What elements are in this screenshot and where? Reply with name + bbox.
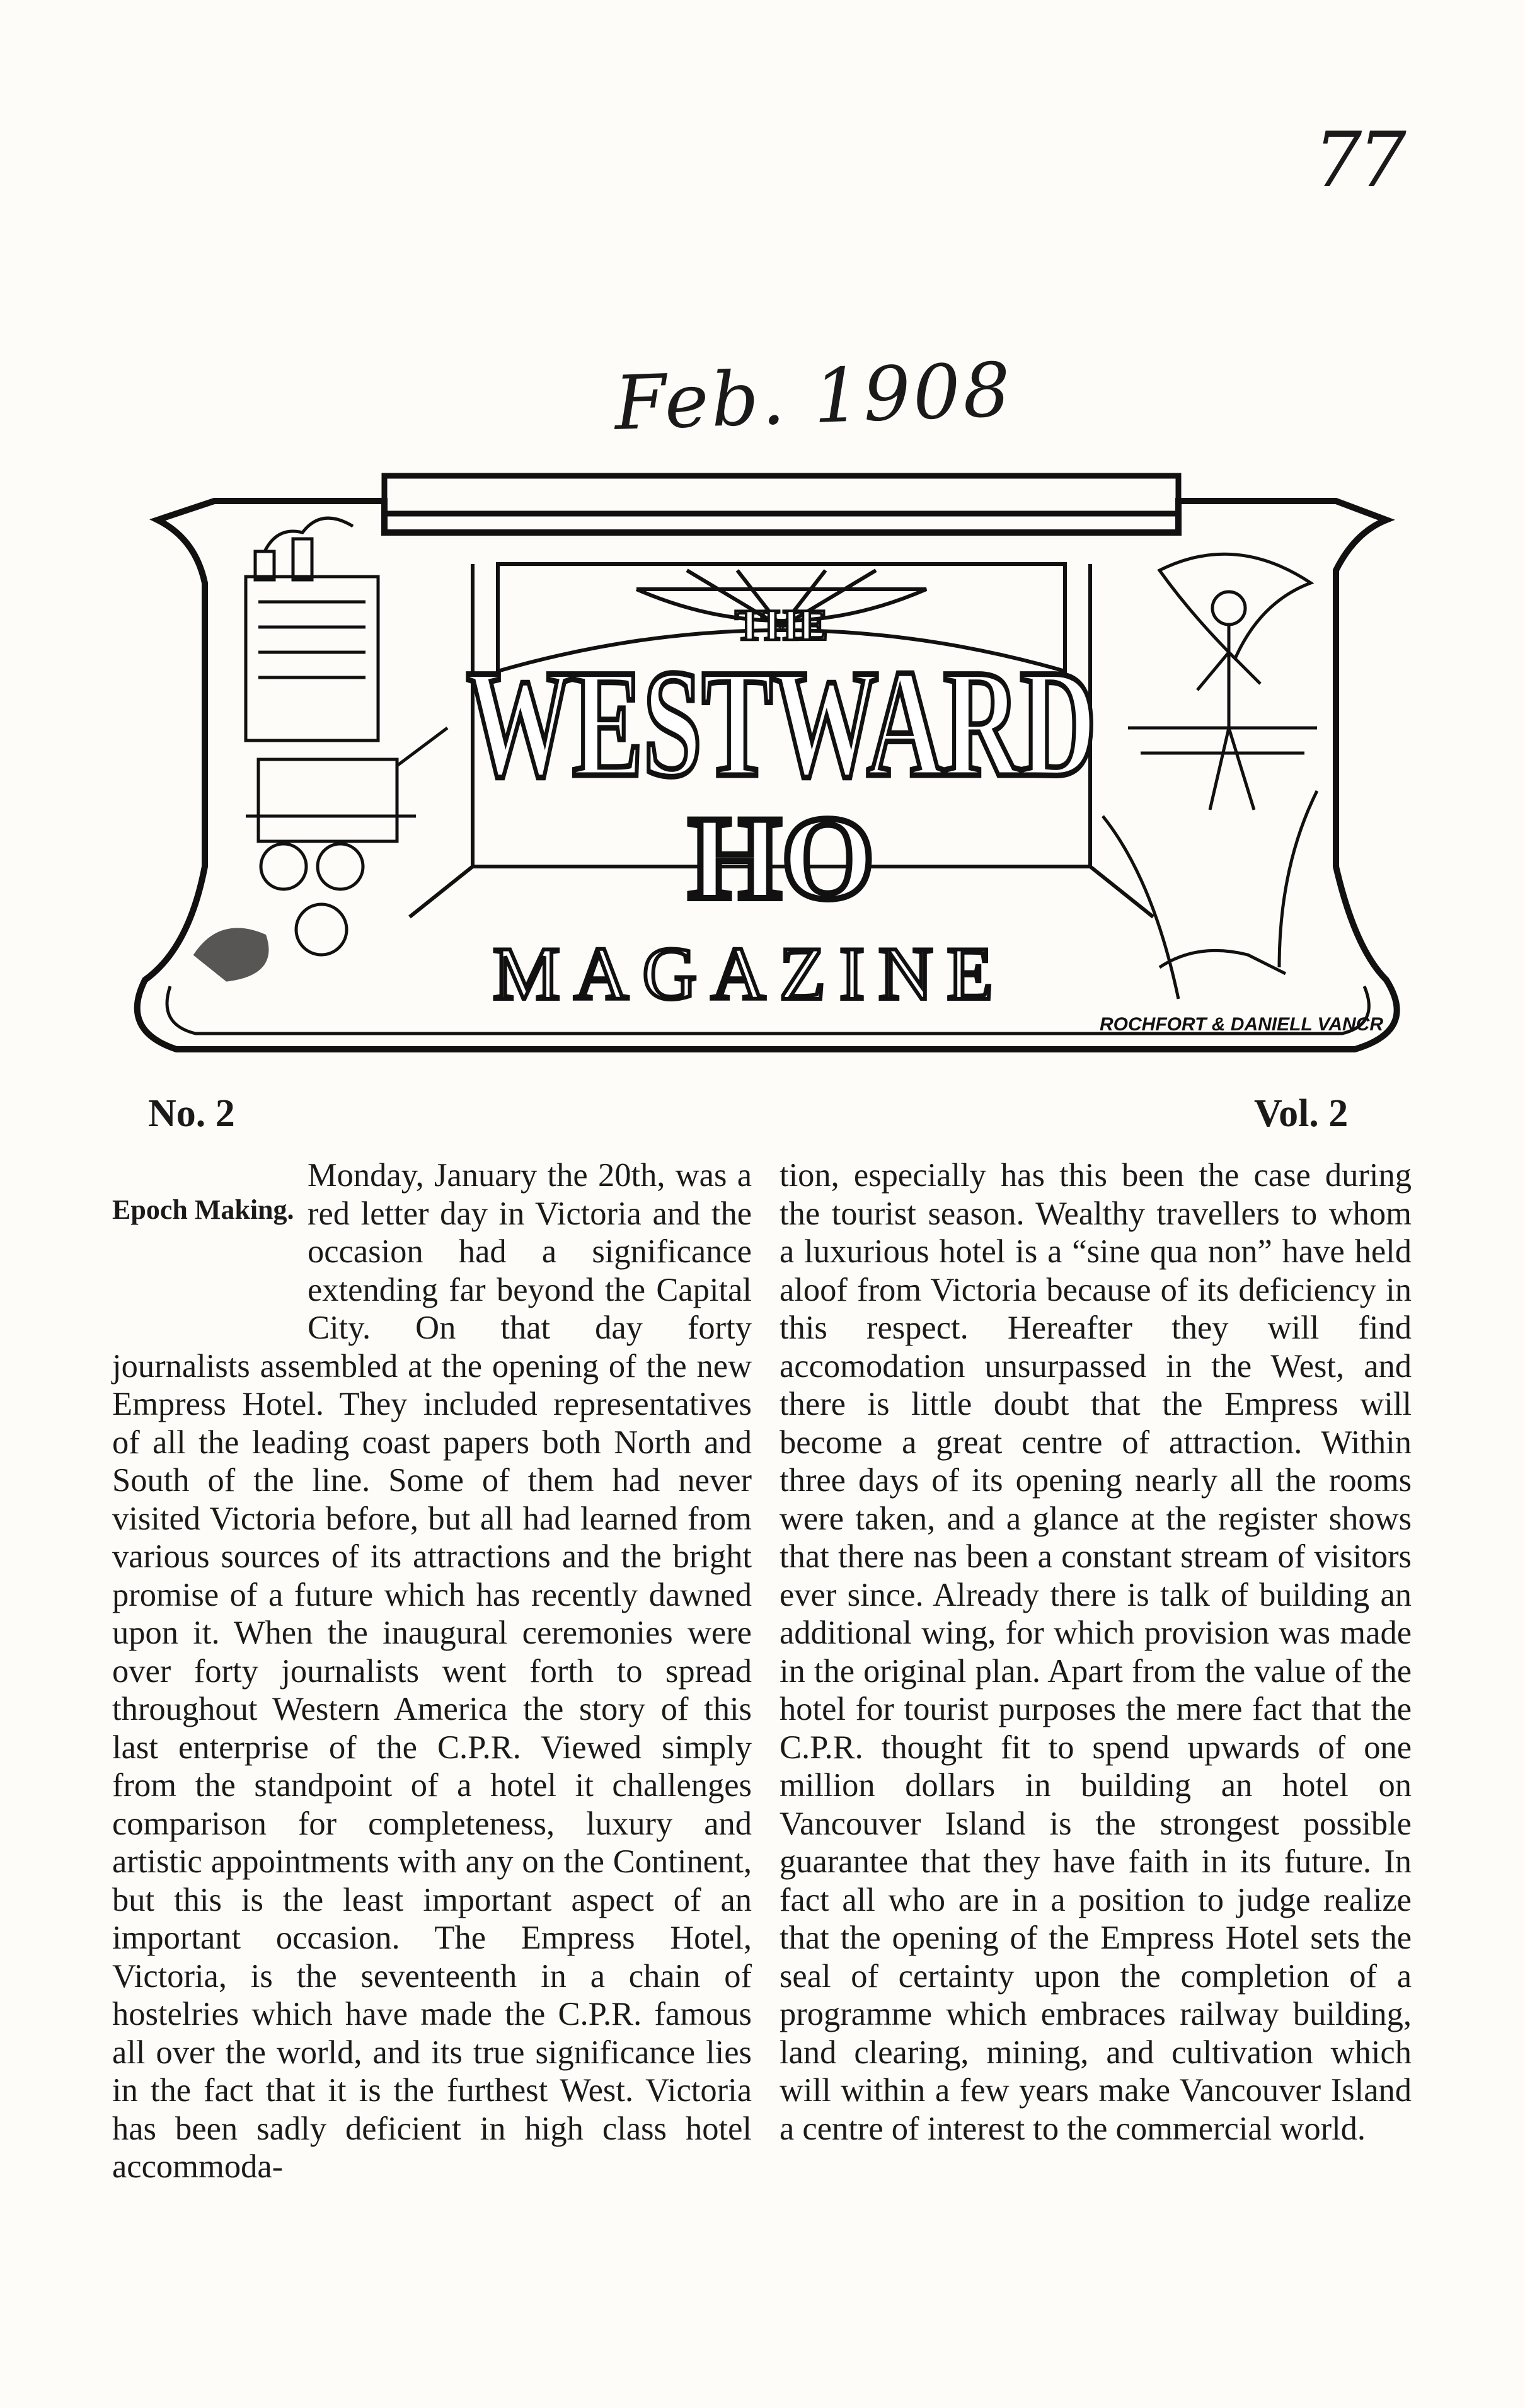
engraver-credit: ROCHFORT & DANIELL VANCR — [1100, 1014, 1383, 1035]
issue-volume: Vol. 2 — [1254, 1092, 1349, 1135]
figure-vignette — [1103, 554, 1317, 999]
masthead-illustration — [120, 463, 1418, 1084]
article-left-column — [112, 1156, 752, 2186]
masthead-title-top: THE — [735, 601, 828, 650]
sidehead — [112, 1156, 308, 1339]
article-right-text: tion, especially has this been the case during the tourist season. Wealthy travellers to whom a luxurious hotel is a “sine qua non” have held aloof from Victoria because of its deficiency in this respect. Hereafter they will find accomodation unsurpassed in the West, and there is little doubt that the Empress will become a great centre of attraction. Within three days of its opening nearly all the rooms were taken, and a glance at the register shows that there nas been a constant stream of visitors ever since. Already there is talk of building an additional wing, for which provision was made in the original plan. Apart from the value of the hotel for tourist purposes the mere fact that the C.P.R. thought fit to spend upwards of one million dollars in building an hotel on Vancouver Island is the strongest possible guarantee that they have faith in its future. In fact all who are in a position to judge realize that the opening of the Empress Hotel sets the seal of certainty upon the completion of a programme which embraces railway building, land clearing, mining, and cultivation which will within a few years make Vancouver Island a centre of interest to the commercial world. — [780, 1157, 1412, 2147]
masthead-title-bottom: MAGAZINE — [493, 931, 1007, 1015]
article-left-text: Monday, January the 20th, was a red letter day in Victoria and the occasion had a significance extending far beyond the Capital City. On that day forty journalists assembled at the opening of the new Empress Hotel. They included representatives of all the leading coast papers both North and South of the line. Some of them had never visited Victoria before, but all had learned from various sources of its attractions and the bright promise of a future which has recently dawned upon it. When the inaugural ceremonies were over forty journalists went forth to spread throughout Western America the story of this last enterprise of the C.P.R. Viewed simply from the standpoint of a hotel it challenges comparison for completeness, luxury and artistic appointments with any on the Continent, but this is the least important aspect of an important occasion. The Empress Hotel, Victoria, is the seventeenth in a chain of hostelries which have made the C.P.R. famous all over the world, and its true significance lies in the fact that it is the furthest West. Victoria has been sadly deficient in high class hotel accommoda- — [112, 1157, 752, 2185]
handwritten-date: Feb. 1908 — [613, 346, 1015, 447]
masthead-title-sub: HO — [688, 792, 875, 925]
article-right-column — [780, 1156, 1412, 2148]
page-number: 77 — [1314, 117, 1403, 204]
masthead-title-main: WESTWARD — [466, 638, 1096, 809]
sidehead-text: Epoch Making. — [112, 1194, 294, 1225]
factory-vignette — [195, 518, 447, 980]
issue-number: No. 2 — [148, 1092, 235, 1135]
